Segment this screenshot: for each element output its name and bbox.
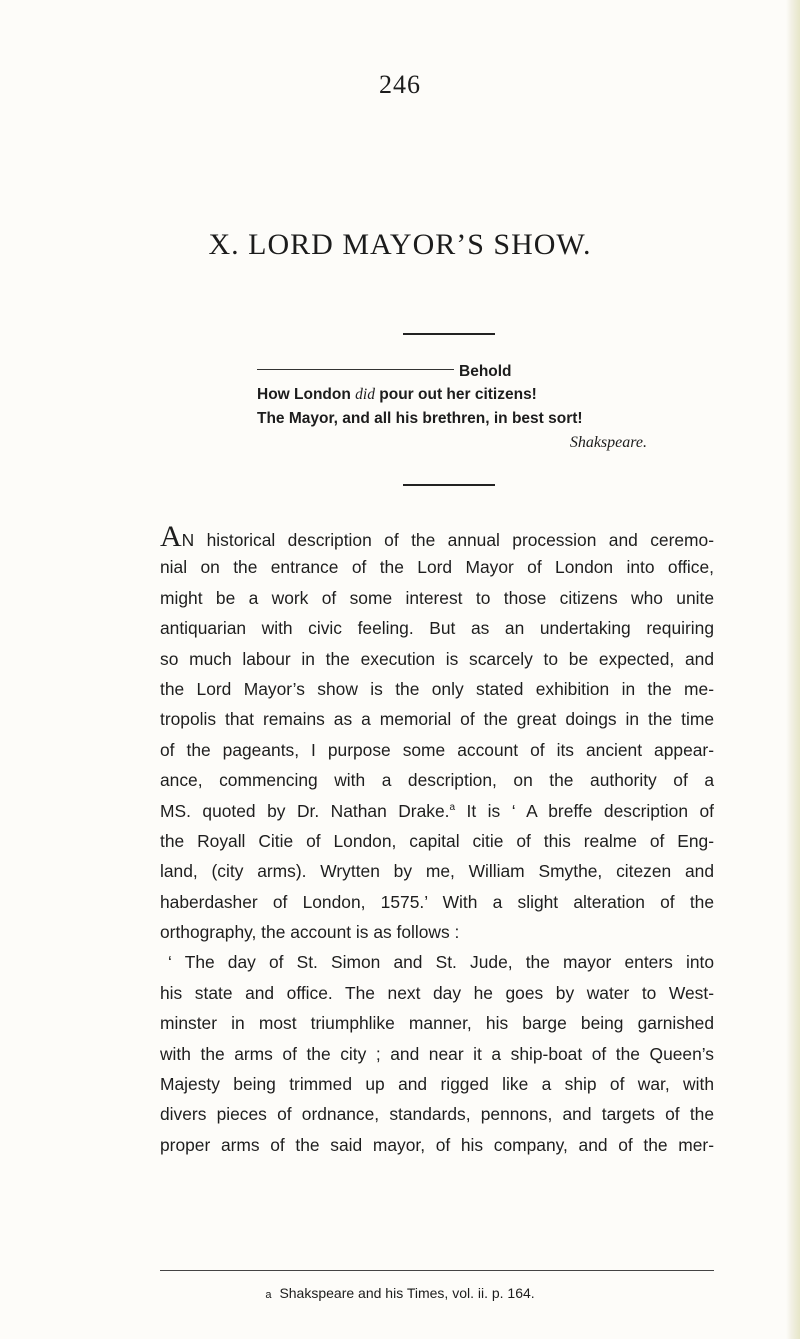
footnote-mark: a [265,1289,272,1301]
body-line-8: of the pageants, I purpose some account of its ancient appear- [160,739,714,760]
body-line-18: with the arms of the city ; and near it a ship-boat of the Queen’s [160,1043,714,1064]
body-line-17: minster in most triumphlike manner, his barge being garnished [160,1013,714,1034]
divider-top [403,333,495,335]
epigraph-attribution: Shakspeare. [569,434,647,451]
body-line-20: divers pieces of ordnance, standards, pennons, and targets of the [160,1104,714,1125]
body-line-9: ance, commencing with a description, on the authority of a [160,770,714,791]
drop-cap: A [160,520,182,553]
body-line-7: tropolis that remains as a memorial of the great doings in the time [160,709,714,730]
body-line-5: so much labour in the execution is scarcely to be expected, and [160,648,714,669]
body-text [160,522,714,1160]
body-line-2: nial on the entrance of the Lord Mayor of London into office, [160,557,714,578]
divider-bottom [403,484,495,486]
footnote-divider [160,1270,714,1271]
body-line-16: his state and office. The next day he goes by water to West- [160,982,714,1003]
body-line-6: the Lord Mayor’s show is the only stated exhibition in the me- [160,678,714,699]
epigraph-line-1 [257,360,647,384]
epigraph-line-2-text: How London did pour out her citizens! [257,386,537,403]
body-line-13: haberdasher of London, 1575.’ With a slight alteration of the [160,891,714,912]
page-number: 246 [379,70,421,99]
body-line-10: MS. quoted by Dr. Nathan Drake.$^a$ It is ‘ A breffe description of [160,800,715,821]
body-line-19: Majesty being trimmed up and rigged like a ship of war, with [160,1074,714,1095]
body-line-4: antiquarian with civic feeling. But as an undertaking requiring [160,618,714,639]
body-line-21: proper arms of the said mayor, of his company, and of the mer- [160,1134,714,1155]
footnote-text: Shakspeare and his Times, vol. ii. p. 164. [279,1285,535,1301]
body-line-3: might be a work of some interest to those citizens who unite [160,587,714,608]
epigraph-behold: Behold [459,363,512,380]
epigraph-line-3: The Mayor, and all his brethren, in best sort! [257,410,583,427]
body-line-1: AN historical description of the annual procession and ceremo- [160,520,714,553]
body-line-11: the Royall Citie of London, capital citie of this realme of Eng- [160,830,714,851]
chapter-title: X. LORD MAYOR’S SHOW. [208,228,592,261]
footnote [0,1285,800,1301]
epigraph-line-2 [257,383,647,407]
epigraph-italic-did: did [355,386,375,403]
epigraph-dash [257,369,454,370]
body-line-15: ‘ The day of St. Simon and St. Jude, the mayor enters into [168,952,714,973]
body-line-12: land, (city arms). Wrytten by me, William Smythe, citezen and [160,861,714,882]
footnote-reference: a [449,801,456,813]
body-line-14: orthography, the account is as follows : [160,922,460,943]
first-word-rest: N [181,530,195,550]
page-edge [786,0,800,1339]
